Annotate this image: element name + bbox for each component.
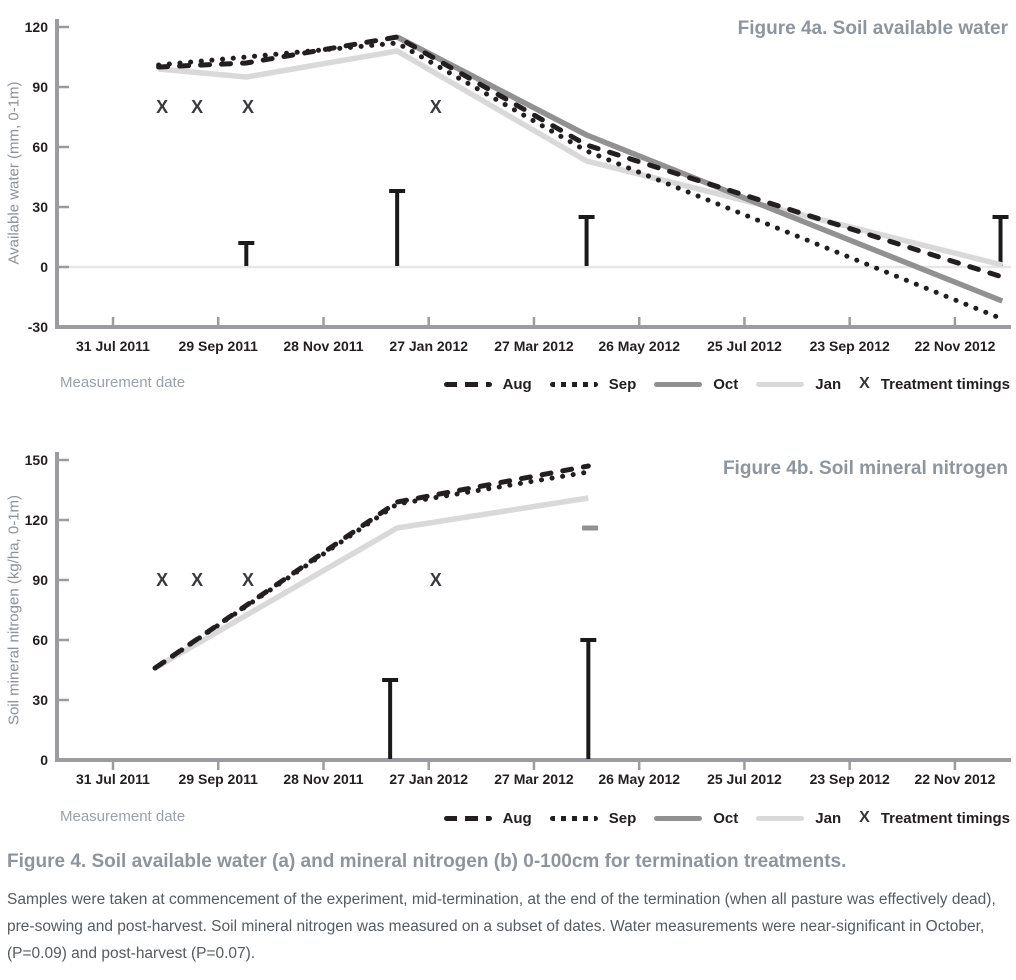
treatment-timing-mark: X xyxy=(429,570,442,590)
y-tick-label: 90 xyxy=(32,572,48,588)
x-axis-title: Measurement date xyxy=(60,374,186,391)
legend-label-oct: Oct xyxy=(713,809,739,827)
y-tick-label: 0 xyxy=(40,752,48,768)
x-tick-label: 31 Jul 2011 xyxy=(76,338,150,354)
x-tick-label: 22 Nov 2012 xyxy=(914,771,996,787)
sep-dotted-line-swatch xyxy=(550,816,598,821)
y-tick-label: 30 xyxy=(32,692,48,708)
figure-caption: Figure 4. Soil available water (a) and mineral nitrogen (b) 0-100cm for termination treatments. xyxy=(7,851,847,872)
legend-item-aug xyxy=(444,376,532,393)
treatment-timing-mark: X xyxy=(191,97,204,117)
series-sep-line xyxy=(155,472,588,668)
water-y-axis-title: Available water (mm, 0-1m) xyxy=(5,81,23,265)
legend-item-treatment-timings xyxy=(859,375,1010,393)
legend-label-jan: Jan xyxy=(815,809,842,827)
soil-water-chart xyxy=(0,0,1016,365)
series-sep-line xyxy=(159,43,1003,319)
nitrogen-y-axis-title: Soil mineral nitrogen (kg/ha, 0-1m) xyxy=(5,494,23,726)
treatment-timing-mark: X xyxy=(156,570,169,590)
x-tick-label: 23 Sep 2012 xyxy=(809,338,890,354)
treatment-timing-mark: X xyxy=(242,97,255,117)
x-tick-label: 27 Jan 2012 xyxy=(389,338,469,354)
treatment-timing-mark: X xyxy=(242,570,255,590)
x-tick-label: 26 May 2012 xyxy=(598,771,681,787)
x-tick-label: 27 Mar 2012 xyxy=(494,338,574,354)
figure-description: Samples were taken at commencement of the experiment, mid-termination, at the end of the termination (when all pasture was effectively dead), pre-sowing and post-harvest. Soil mineral nitrogen was measured on a subset of dates. Water measurements were near-significant in October, (P=0.09) and post-harvest (P=0.07). xyxy=(7,891,996,962)
y-tick-label: -30 xyxy=(27,319,48,335)
oct-solid-line-swatch xyxy=(654,382,702,387)
legend-label-treatment-timings: Treatment timings xyxy=(880,375,1010,393)
nitrogen-legend xyxy=(0,805,1016,831)
aug-dashed-line-swatch xyxy=(444,816,492,821)
legend-item-sep xyxy=(550,810,637,827)
jan-solid-line-swatch xyxy=(756,382,804,387)
treatment-x-symbol: X xyxy=(859,375,870,392)
x-tick-label: 28 Nov 2011 xyxy=(283,338,364,354)
y-tick-label: 120 xyxy=(24,512,48,528)
x-tick-label: 28 Nov 2011 xyxy=(283,771,364,787)
x-axis-title: Measurement date xyxy=(60,808,186,825)
y-tick-label: 120 xyxy=(24,19,48,35)
aug-dashed-line-swatch xyxy=(444,382,492,387)
x-tick-label: 22 Nov 2012 xyxy=(914,338,996,354)
series-jan-line xyxy=(159,51,1003,265)
oct-solid-line-swatch xyxy=(654,816,702,821)
y-tick-label: 60 xyxy=(32,632,48,648)
legend-label-jan: Jan xyxy=(815,375,842,393)
x-tick-label: 27 Mar 2012 xyxy=(494,771,574,787)
treatment-x-symbol: X xyxy=(859,809,870,826)
x-tick-label: 31 Jul 2011 xyxy=(76,771,150,787)
soil-nitrogen-chart xyxy=(0,430,1016,802)
legend-label-oct: Oct xyxy=(713,375,739,393)
legend-items xyxy=(444,805,1010,831)
y-tick-label: 90 xyxy=(32,79,48,95)
series-aug-line xyxy=(155,466,588,668)
chart-4a-title: Figure 4a. Soil available water xyxy=(737,18,1008,39)
x-tick-label: 27 Jan 2012 xyxy=(389,771,469,787)
legend-label-sep: Sep xyxy=(608,809,637,827)
x-tick-label: 26 May 2012 xyxy=(598,338,681,354)
legend-item-oct xyxy=(654,376,738,393)
treatment-timing-mark: X xyxy=(191,570,204,590)
legend-item-jan xyxy=(756,376,841,393)
legend-item-aug xyxy=(444,810,532,827)
y-tick-label: 0 xyxy=(40,259,48,275)
legend-label-aug: Aug xyxy=(502,375,532,393)
x-tick-label: 23 Sep 2012 xyxy=(809,771,890,787)
x-tick-label: 25 Jul 2012 xyxy=(707,338,782,354)
legend-items xyxy=(444,371,1010,397)
legend-item-treatment-timings xyxy=(859,809,1010,827)
x-tick-label: 29 Sep 2011 xyxy=(178,338,258,354)
legend-label-aug: Aug xyxy=(502,809,532,827)
legend-label-sep: Sep xyxy=(608,375,637,393)
treatment-timing-mark: X xyxy=(429,97,442,117)
legend-label-treatment-timings: Treatment timings xyxy=(880,809,1010,827)
treatment-timing-mark: X xyxy=(156,97,169,117)
legend-item-jan xyxy=(756,810,841,827)
legend-item-sep xyxy=(550,376,637,393)
sep-dotted-line-swatch xyxy=(550,382,598,387)
jan-solid-line-swatch xyxy=(756,816,804,821)
y-tick-label: 60 xyxy=(32,139,48,155)
chart-4b-title: Figure 4b. Soil mineral nitrogen xyxy=(722,458,1008,479)
y-tick-label: 150 xyxy=(24,452,48,468)
water-legend xyxy=(0,371,1016,397)
series-jan-line xyxy=(155,498,588,668)
x-tick-label: 29 Sep 2011 xyxy=(178,771,258,787)
series-oct-line xyxy=(397,37,1002,301)
legend-item-oct xyxy=(654,810,738,827)
x-tick-label: 25 Jul 2012 xyxy=(707,771,782,787)
y-tick-label: 30 xyxy=(32,199,48,215)
